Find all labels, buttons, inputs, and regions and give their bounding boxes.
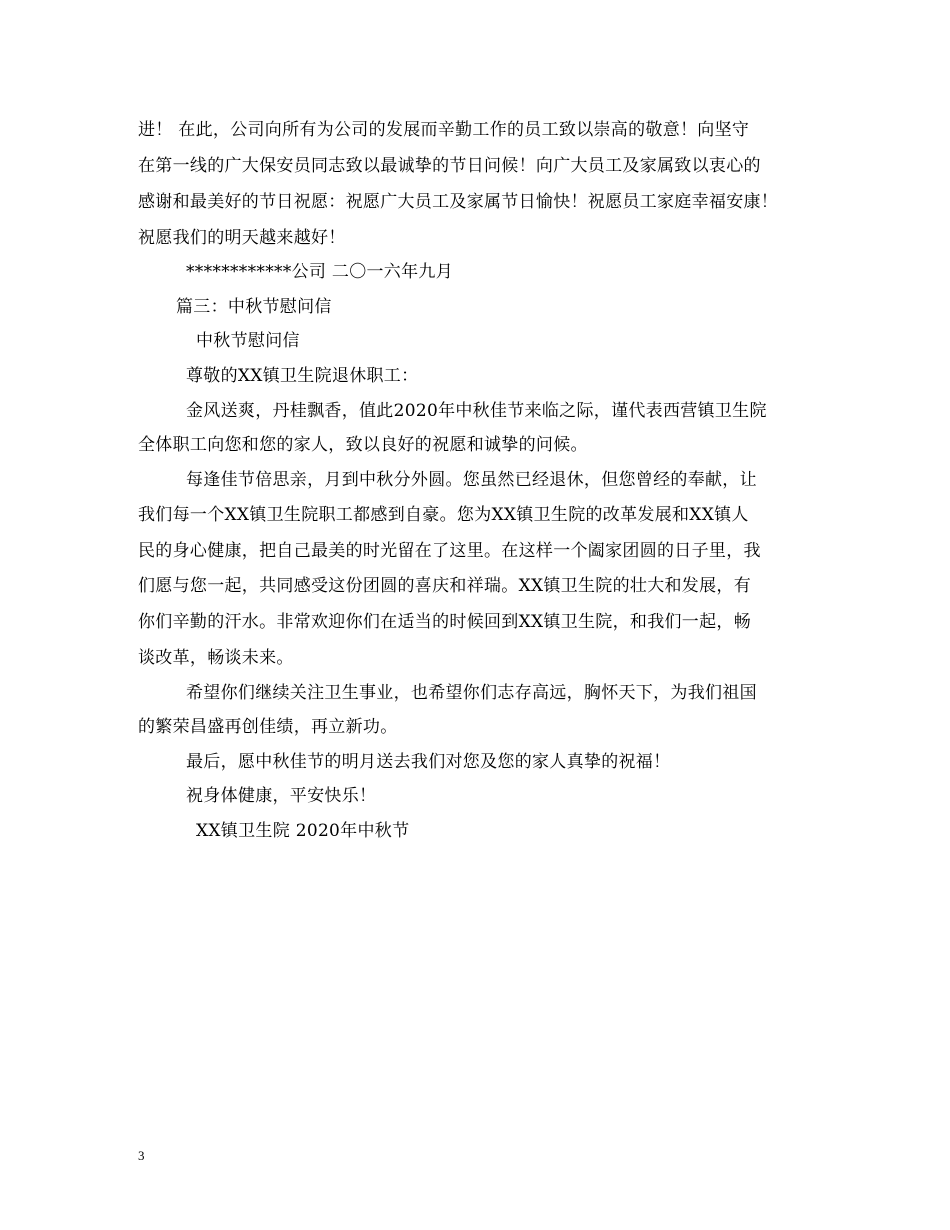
- signature-line: XX镇卫生院 2020年中秋节: [196, 821, 410, 841]
- text-line: 的繁荣昌盛再创佳绩，再立新功。: [138, 717, 398, 737]
- text-line: 在第一线的广大保安员同志致以最诚挚的节日问候！向广大员工及家属致以衷心的: [138, 156, 761, 176]
- text-line: 感谢和最美好的节日祝愿：祝愿广大员工及家属节日愉快！祝愿员工家庭幸福安康！: [138, 192, 779, 212]
- text-line: 每逢佳节倍思亲，月到中秋分外圆。您虽然已经退休，但您曾经的奉献，让: [186, 470, 757, 490]
- text-line: 们愿与您一起，共同感受这份团圆的喜庆和祥瑞。XX镇卫生院的壮大和发展，有: [138, 576, 752, 596]
- letter-title: 中秋节慰问信: [196, 331, 300, 351]
- text-line: 金风送爽，丹桂飘香，值此2020年中秋佳节来临之际，谨代表西营镇卫生院: [186, 401, 767, 421]
- signature-line: ************公司 二〇一六年九月: [186, 262, 454, 282]
- text-line: 祝愿我们的明天越来越好！: [138, 228, 346, 248]
- text-line: 我们每一个XX镇卫生院职工都感到自豪。您为XX镇卫生院的改革发展和XX镇人: [138, 505, 749, 525]
- text-line: 你们辛勤的汗水。非常欢迎你们在适当的时候回到XX镇卫生院，和我们一起，畅: [138, 612, 752, 632]
- text-line: 谈改革，畅谈未来。: [138, 648, 294, 668]
- text-line: 全体职工向您和您的家人，致以良好的祝愿和诚挚的问候。: [138, 435, 588, 455]
- section-heading: 篇三：中秋节慰问信: [176, 297, 332, 317]
- text-line: 进！ 在此，公司向所有为公司的发展而辛勤工作的员工致以崇高的敬意！向坚守: [138, 120, 750, 140]
- salutation: 尊敬的XX镇卫生院退休职工：: [186, 366, 419, 386]
- text-line: 希望你们继续关注卫生事业，也希望你们志存高远，胸怀天下，为我们祖国: [186, 683, 757, 703]
- page-number: 3: [138, 1148, 145, 1163]
- text-line: 民的身心健康，把自己最美的时光留在了这里。在这样一个阖家团圆的日子里，我: [138, 541, 761, 561]
- closing-line: 祝身体健康，平安快乐！: [186, 786, 377, 806]
- text-line: 最后，愿中秋佳节的明月送去我们对您及您的家人真挚的祝福！: [186, 752, 671, 772]
